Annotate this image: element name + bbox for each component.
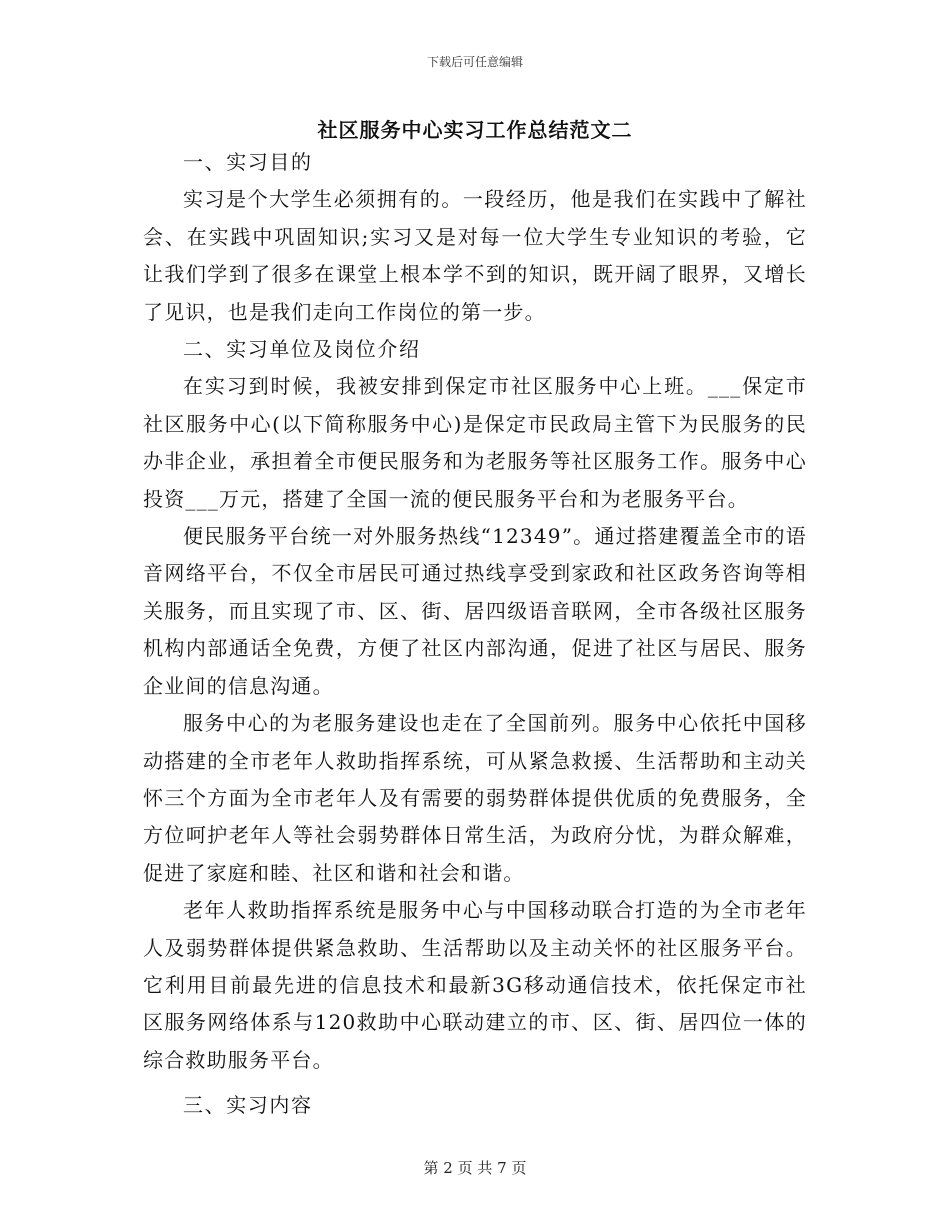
page-number: 第 2 页 共 7 页 xyxy=(423,1159,527,1177)
document-title: 社区服务中心实习工作总结范文二 xyxy=(317,118,633,142)
document-body xyxy=(143,144,807,1125)
section-heading-content: 三、实习内容 xyxy=(183,1093,313,1118)
paragraph-hotline: 便民服务平台统一对外服务热线“12349”。通过搭建覆盖全市的语音网络平台，不仅全市居民可通过热线享受到家政和社区政务咨询等相关服务，而且实现了市、区、街、居四级语音联网，全市各级社区服务机构内部通话全免费，方便了社区内部沟通，促进了社区与居民、服务企业间的信息沟通。 xyxy=(143,524,807,698)
paragraph-elderly-service: 服务中心的为老服务建设也走在了全国前列。服务中心依托中国移动搭建的全市老年人救助指挥系统，可从紧急救援、生活帮助和主动关怀三个方面为全市老年人及有需要的弱势群体提供优质的免费服务，全方位呵护老年人等社会弱势群体日常生活，为政府分忧，为群众解难，促进了家庭和睦、社区和谐和社会和谐。 xyxy=(143,711,807,885)
section-heading-unit: 二、实习单位及岗位介绍 xyxy=(183,337,421,362)
header-note: 下载后可任意编辑 xyxy=(426,55,523,69)
section-heading-purpose: 一、实习目的 xyxy=(183,150,313,174)
paragraph-unit-intro: 在实习到时候，我被安排到保定市社区服务中心上班。___保定市社区服务中心(以下简称服务中心)是保定市民政局主管下为民服务的民办非企业，承担着全市便民服务和为老服务等社区服务工作。服务中心投资___万元，搭建了全国一流的便民服务平台和为老服务平台。 xyxy=(143,374,807,511)
paragraph-purpose: 实习是个大学生必须拥有的。一段经历，他是我们在实践中了解社会、在实践中巩固知识;实习又是对每一位大学生专业知识的考验，它让我们学到了很多在课堂上根本学不到的知识，既开阔了眼界，又增长了见识，也是我们走向工作岗位的第一步。 xyxy=(143,187,807,324)
paragraph-rescue-system: 老年人救助指挥系统是服务中心与中国移动联合打造的为全市老年人及弱势群体提供紧急救助、生活帮助以及主动关怀的社区服务平台。它利用目前最先进的信息技术和最新3G移动通信技术，依托保定市社区服务网络体系与120救助中心联动建立的市、区、街、居四位一体的综合救助服务平台。 xyxy=(143,898,807,1072)
